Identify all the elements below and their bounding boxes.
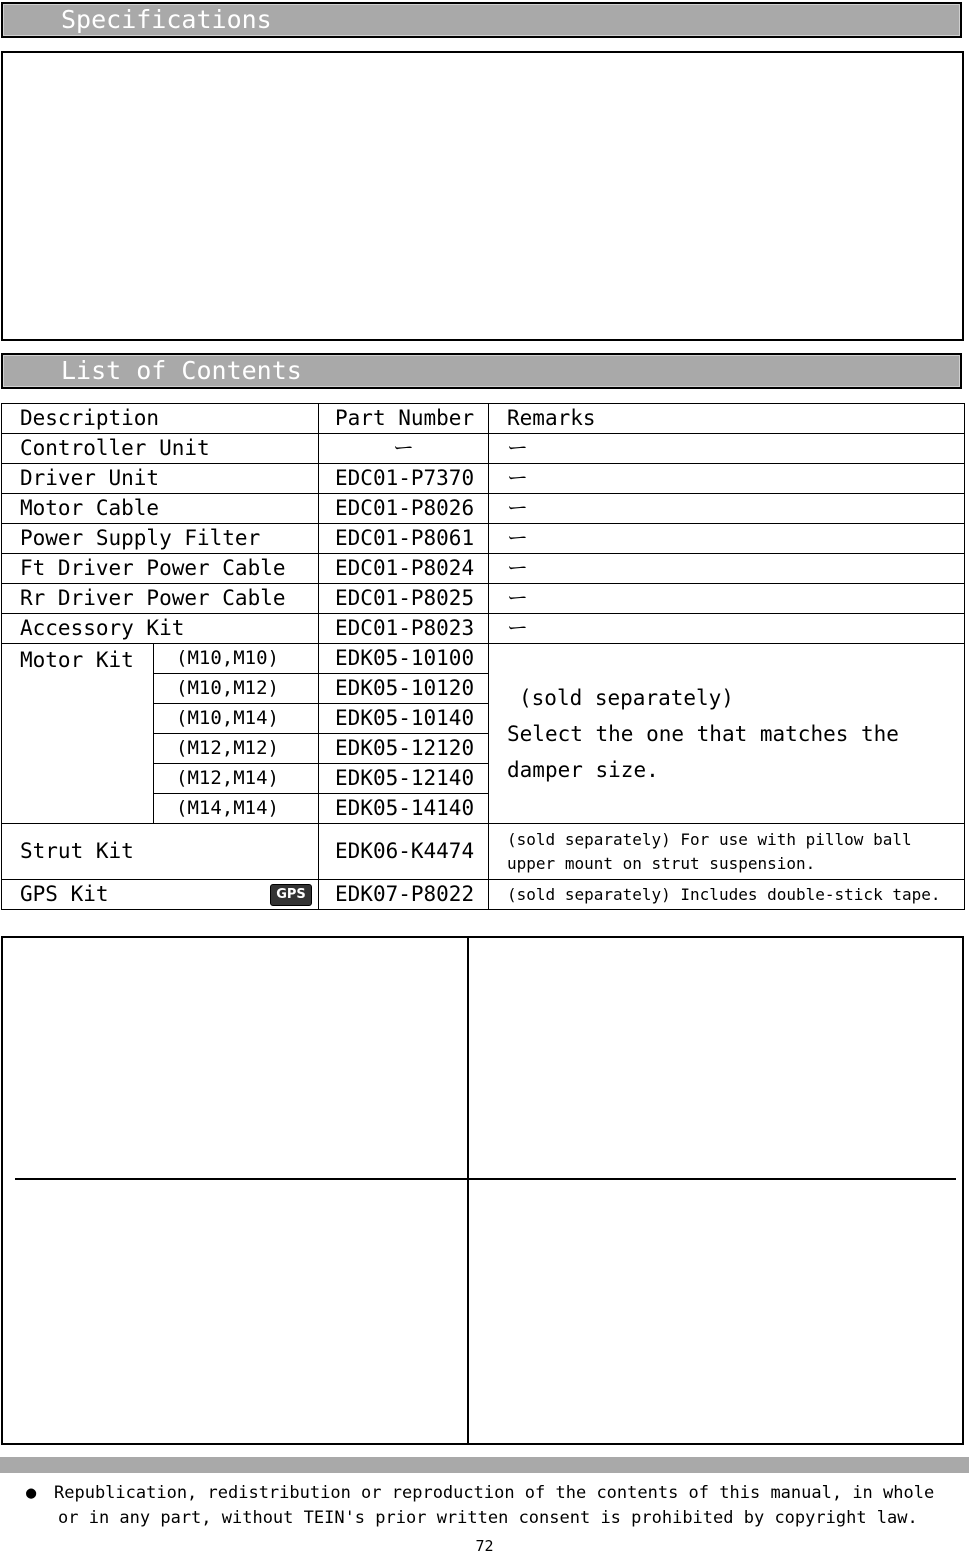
header-remarks: Remarks <box>489 404 965 434</box>
header-part-number: Part Number <box>319 404 489 434</box>
gps-kit-row: GPS Kit GPS EDK07-P8022 (sold separately) Includes double-stick tape. <box>2 880 965 910</box>
table-row: Driver Unit EDC01-P7370 ー <box>2 464 965 494</box>
specifications-box <box>1 51 964 341</box>
table-row: Accessory Kit EDC01-P8023 ー <box>2 614 965 644</box>
motor-kit-label: Motor Kit <box>2 644 154 824</box>
footer-bar <box>0 1457 969 1473</box>
bullet-icon: ● <box>26 1483 37 1503</box>
illustration-panel <box>1 936 964 1445</box>
motor-kit-row: (M14,M14) EDK05-14140 <box>2 794 965 824</box>
header-description: Description <box>2 404 319 434</box>
motor-kit-remark-line2: Select the one that matches the damper size. <box>507 721 899 782</box>
table-row: Rr Driver Power Cable EDC01-P8025 ー <box>2 584 965 614</box>
motor-kit-remark-line1: (sold separately) <box>519 685 734 710</box>
table-header-row <box>2 404 965 434</box>
copyright-notice: ● Republication, redistribution or reproduction of the contents of this manual, in whole or in any part, without TEIN's prior written consent is prohibited by copyright law. <box>26 1483 935 1528</box>
table-row: Motor Cable EDC01-P8026 ー <box>2 494 965 524</box>
motor-kit-row: (M12,M14) EDK05-12140 <box>2 764 965 794</box>
motor-kit-row: Motor Kit (M10,M10) EDK05-10100 (sold separately) Select the one that matches the damper size. <box>2 644 965 674</box>
specifications-title: Specifications <box>61 5 272 34</box>
table-row: Controller Unit ー ー <box>2 434 965 464</box>
motor-kit-row: (M12,M12) EDK05-12120 <box>2 734 965 764</box>
strut-kit-row: Strut Kit EDK06-K4474 (sold separately) For use with pillow ball upper mount on strut suspension. <box>2 824 965 880</box>
gps-kit-description: GPS Kit GPS <box>2 880 319 910</box>
gps-icon: GPS <box>270 884 312 906</box>
panel-horizontal-divider <box>15 1178 956 1180</box>
motor-kit-remarks <box>489 644 965 824</box>
contents-header <box>1 353 962 389</box>
table-row: Power Supply Filter EDC01-P8061 ー <box>2 524 965 554</box>
table-row: Ft Driver Power Cable EDC01-P8024 ー <box>2 554 965 584</box>
motor-kit-row: (M10,M14) EDK05-10140 <box>2 704 965 734</box>
contents-title: List of Contents <box>61 356 302 385</box>
page-number: 72 <box>475 1537 494 1555</box>
contents-table <box>1 403 965 910</box>
specifications-header <box>1 2 962 38</box>
motor-kit-row: (M10,M12) EDK05-10120 <box>2 674 965 704</box>
panel-vertical-divider <box>467 938 469 1443</box>
